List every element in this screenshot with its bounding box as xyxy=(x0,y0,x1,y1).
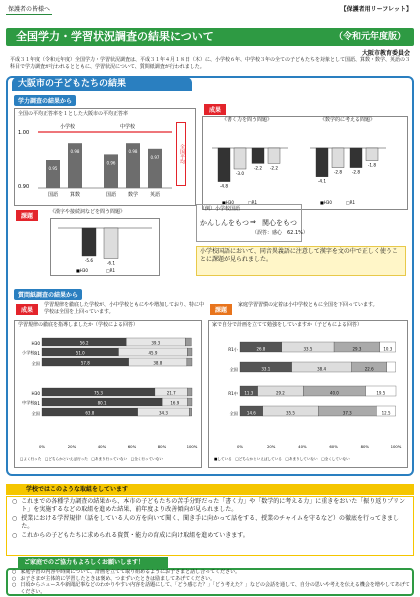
ability-bar-label: -2.8 xyxy=(333,169,343,175)
ability-bar xyxy=(316,148,328,177)
effort-text: これからの子どもたちに求められる資質・能力の育成に向け取組を進めていきます。 xyxy=(21,532,249,539)
ratio-category-label: 国語 xyxy=(105,192,117,198)
percent-tick: 60% xyxy=(127,444,137,449)
survey-result-tag: 成果 xyxy=(16,304,38,315)
ability-bar-label: -4.1 xyxy=(317,178,327,184)
ability-bar xyxy=(234,148,246,169)
page-title: 全国学力・学習状況調査の結果について xyxy=(16,30,214,43)
score-section-tag: 学力調査の結果から xyxy=(14,95,76,106)
effort-item xyxy=(12,532,410,540)
ability-bar-label: -1.8 xyxy=(367,162,377,168)
discipline-chart-title: 学習規律の徹底を指導しましたか（学校による回答） xyxy=(18,322,139,328)
ability-legend-r1: □R1 xyxy=(248,200,258,205)
example-answer: 関心をもつ xyxy=(262,219,297,227)
ability-b-title: 《数学的に考える問題》 xyxy=(320,117,376,123)
stack-row-label: 全国 xyxy=(229,411,238,416)
stack-value: 14.6 xyxy=(246,410,256,416)
national-average-label: 全国平均 xyxy=(176,122,186,186)
ratio-bar-label: 0.95 xyxy=(48,166,58,171)
effort-item xyxy=(12,515,410,531)
effort-list xyxy=(12,498,410,540)
homestudy-chart xyxy=(210,330,406,466)
ratio-bar xyxy=(46,160,60,188)
elem-axis-label: 小学校 xyxy=(22,350,35,355)
issue-bar xyxy=(82,228,96,256)
stack-value: 37.3 xyxy=(342,410,352,416)
ability-bar-label: -2.8 xyxy=(351,169,361,175)
example-arrow: ⇒ xyxy=(250,218,256,226)
effort-text: これまでの各種学力調査の結果から、本市の子どもたちの苦手分野だった「書く力」や「数学的に考える力」に重きをおいた「振り返りプリント」を実施するなどの取組を進めた結果、前年度より改善傾向が見られました。 xyxy=(21,498,406,513)
stack-row-label: 全国 xyxy=(31,361,40,366)
issue-legend-h30: ■H30 xyxy=(76,268,88,273)
stack-value: 16.9 xyxy=(170,400,180,406)
stack-value: 12.5 xyxy=(381,410,391,416)
percent-tick: 100% xyxy=(186,444,198,449)
stack-legend: ■している □どちらかといえばしている □あまりしていない □全くしていない xyxy=(214,457,350,461)
stack-segment xyxy=(188,398,193,406)
effort-marker: ○ xyxy=(12,515,18,522)
ytick-bottom: 0.90 xyxy=(18,184,30,190)
ratio-bar-label: 0.98 xyxy=(70,149,80,155)
stack-value: 40.0 xyxy=(329,390,339,396)
home-text: お子さまが主体的に学習したときは褒め、つまずいたときは励ましてあげてください。 xyxy=(20,575,216,582)
stack-value: 21.7 xyxy=(166,390,176,396)
stack-value: 26.8 xyxy=(256,346,266,352)
ratio-bar-label: 0.96 xyxy=(106,160,116,166)
percent-tick: 20% xyxy=(266,444,276,449)
stack-value: 33.5 xyxy=(303,346,313,352)
stack-row-label: 全国 xyxy=(31,411,40,416)
stack-row-label: R1 xyxy=(34,401,40,406)
issue-bar xyxy=(104,228,118,259)
audience-label: 保護者の皆様へ xyxy=(8,6,51,13)
mid-axis-label: 中学校 xyxy=(22,400,35,405)
stack-value: 39.3 xyxy=(151,340,161,346)
stack-value: 35.5 xyxy=(286,410,295,416)
percent-tick: 20% xyxy=(67,444,77,449)
issue-bar-label: -6.1 xyxy=(106,260,116,266)
ratio-bar-label: 0.98 xyxy=(128,149,138,155)
stack-row-label: R1中 xyxy=(228,391,238,396)
stack-value: 22.6 xyxy=(364,366,374,372)
homestudy-chart-title: 家で自分で計画を立てて勉強をしていますか（子どもによる回答） xyxy=(212,322,363,328)
stack-segment xyxy=(187,348,192,356)
percent-tick: 0% xyxy=(38,444,46,449)
ability-bar xyxy=(252,148,264,163)
stack-value: 57.8 xyxy=(80,360,90,366)
stack-value: 34.3 xyxy=(158,410,168,416)
home-title: ご家庭でのご協力もよろしくお願いします！ xyxy=(24,559,145,566)
ability-bar-label: -2.2 xyxy=(269,165,279,171)
stack-segment xyxy=(387,362,396,372)
stack-value: 63.8 xyxy=(85,410,95,416)
stack-row-label: R1小 xyxy=(228,347,238,352)
ratio-chart xyxy=(16,118,186,204)
home-item xyxy=(12,582,410,595)
percent-tick: 100% xyxy=(390,444,402,449)
effort-item xyxy=(12,498,410,514)
ytick-top: 1.00 xyxy=(18,130,30,136)
stack-value: 11.3 xyxy=(244,390,254,396)
stack-segment xyxy=(188,388,193,396)
stack-value: 75.3 xyxy=(94,390,103,396)
stack-value: 45.9 xyxy=(148,350,158,356)
stack-value: 38.8 xyxy=(153,360,163,366)
example-title: （例）小学校国語 xyxy=(200,206,241,212)
issue-legend-r1: □R1 xyxy=(106,268,116,273)
stack-segment xyxy=(185,338,191,346)
survey-section-tag: 質問紙調査の結果から xyxy=(14,289,82,300)
stack-value: 56.2 xyxy=(79,340,89,346)
stack-value: 38.4 xyxy=(317,366,327,372)
osaka-results-title: 大阪市の子どもたちの結果 xyxy=(18,79,127,89)
ability-legend-r1: □R1 xyxy=(346,200,356,205)
survey-issue-tag: 課題 xyxy=(210,304,232,315)
percent-tick: 80% xyxy=(360,444,370,449)
group-mid-label: 中学校 xyxy=(120,124,136,130)
ratio-category-label: 数学 xyxy=(127,192,139,198)
ratio-bar-label: 0.97 xyxy=(150,154,160,160)
ratio-category-label: 国語 xyxy=(47,192,59,198)
stack-row-label: R1 xyxy=(34,351,40,356)
effort-title: 学校ではこのような取組をしています xyxy=(26,486,129,493)
discipline-chart xyxy=(16,330,200,466)
ratio-chart-caption: 全国の平均正答率を１とした大阪市の平均正答率 xyxy=(18,111,129,117)
stack-row-label: H30 xyxy=(31,341,40,346)
stack-segment xyxy=(189,408,192,416)
stack-value: 19.5 xyxy=(376,390,386,396)
ratio-category-label: 算数 xyxy=(69,192,81,198)
effort-marker: ○ xyxy=(12,532,18,539)
example-error-rate: （誤答：感心 62.1%） xyxy=(252,230,308,236)
ability-bar-label: -4.8 xyxy=(219,183,229,189)
issuer: 大阪市教育委員会 xyxy=(361,50,410,57)
ability-legend-h30: ■H30 xyxy=(320,200,332,205)
stack-legend: □よく行った □どちらかといえば行った □あまり行っていない □全く行っていない xyxy=(20,457,163,461)
group-elem-label: 小学校 xyxy=(60,124,76,130)
example-question: かんしんをもつ xyxy=(200,219,249,227)
ability-bar xyxy=(366,148,378,161)
leaflet-label: 【保護者用リーフレット】 xyxy=(340,6,412,13)
ability-a-title: 《書く力を問う問題》 xyxy=(222,117,273,123)
stack-row-label: H30 xyxy=(31,391,40,396)
issue-chart-title: 《漢字や接続詞などを問う問題》 xyxy=(50,209,126,215)
ability-charts xyxy=(204,124,406,208)
stack-value: 10.3 xyxy=(383,346,393,352)
home-marker: ○ xyxy=(12,575,17,582)
effort-marker: ○ xyxy=(12,498,18,505)
home-marker: ○ xyxy=(12,582,17,588)
ability-bar xyxy=(268,148,280,163)
home-marker: ○ xyxy=(12,569,17,575)
survey-result-text: 学習規律を徹底した学校が、小中学校ともにやや増加しており、特に中学校は全国を上回っています。 xyxy=(44,302,205,315)
ability-bar-label: -3.0 xyxy=(235,171,245,176)
ability-bar xyxy=(332,148,344,168)
issue-note: 小学校国語において、同音異義語に注意して漢字を文の中で正しく使うことに課題が見られました。 xyxy=(200,248,398,263)
ratio-category-label: 英語 xyxy=(149,192,161,198)
home-text: 日頃からニュースや新聞記事などのわかりやすい内容を話題にして、「どう感じた？」「どう考えた？」などの会話を通して、自分の思いや考えを伝える機会を増やしてあげてください。 xyxy=(20,582,410,595)
ability-bar-label: -2.2 xyxy=(253,165,263,171)
intro-paragraph: 平成３１年度（令和元年度）全国学力・学習状況調査は、平成３１年４月１８日（木）に、小学校６年、中学校３年の全ての子どもたちを対象として国語、算数・数学、英語の３科目で学力調査が行われるとともに、学習状況について、質問紙調査が行われました。 xyxy=(10,57,411,70)
stack-row-label: 全国 xyxy=(229,367,238,372)
home-text: 家庭学習の内容や時間について、計画を立てて取り組めるようにお子さまと話し合ってください。 xyxy=(20,569,241,575)
ability-bar xyxy=(350,148,362,168)
stack-segment xyxy=(187,358,192,366)
ability-legend-h30: ■H30 xyxy=(222,200,234,205)
stack-value: 51.0 xyxy=(75,350,85,356)
percent-tick: 80% xyxy=(157,444,167,449)
effort-text: 授業における学習規律（話をしている人の方を向いて聞く、聞き手に向かって話をする、授業のチャイムを守るなど）の徹底を行ってきました。 xyxy=(21,515,399,530)
issue-tag: 課題 xyxy=(16,210,38,221)
stack-value: 29.3 xyxy=(352,346,362,352)
stack-value: 33.1 xyxy=(261,366,271,372)
percent-tick: 0% xyxy=(236,444,244,449)
percent-tick: 40% xyxy=(298,444,307,449)
percent-tick: 60% xyxy=(329,444,338,449)
page-subtitle: （令和元年度版） xyxy=(333,32,406,42)
stack-value: 80.1 xyxy=(97,400,107,406)
stack-value: 29.2 xyxy=(275,390,285,396)
home-list xyxy=(12,569,410,596)
survey-issue-text: 家庭学習習慣の定着は小中学校ともに全国を下回っています。 xyxy=(238,302,378,308)
ability-bar xyxy=(218,148,230,182)
percent-tick: 40% xyxy=(97,444,107,449)
result-tag: 成果 xyxy=(204,104,226,115)
issue-chart xyxy=(52,220,158,274)
issue-bar-label: -5.6 xyxy=(84,258,94,263)
